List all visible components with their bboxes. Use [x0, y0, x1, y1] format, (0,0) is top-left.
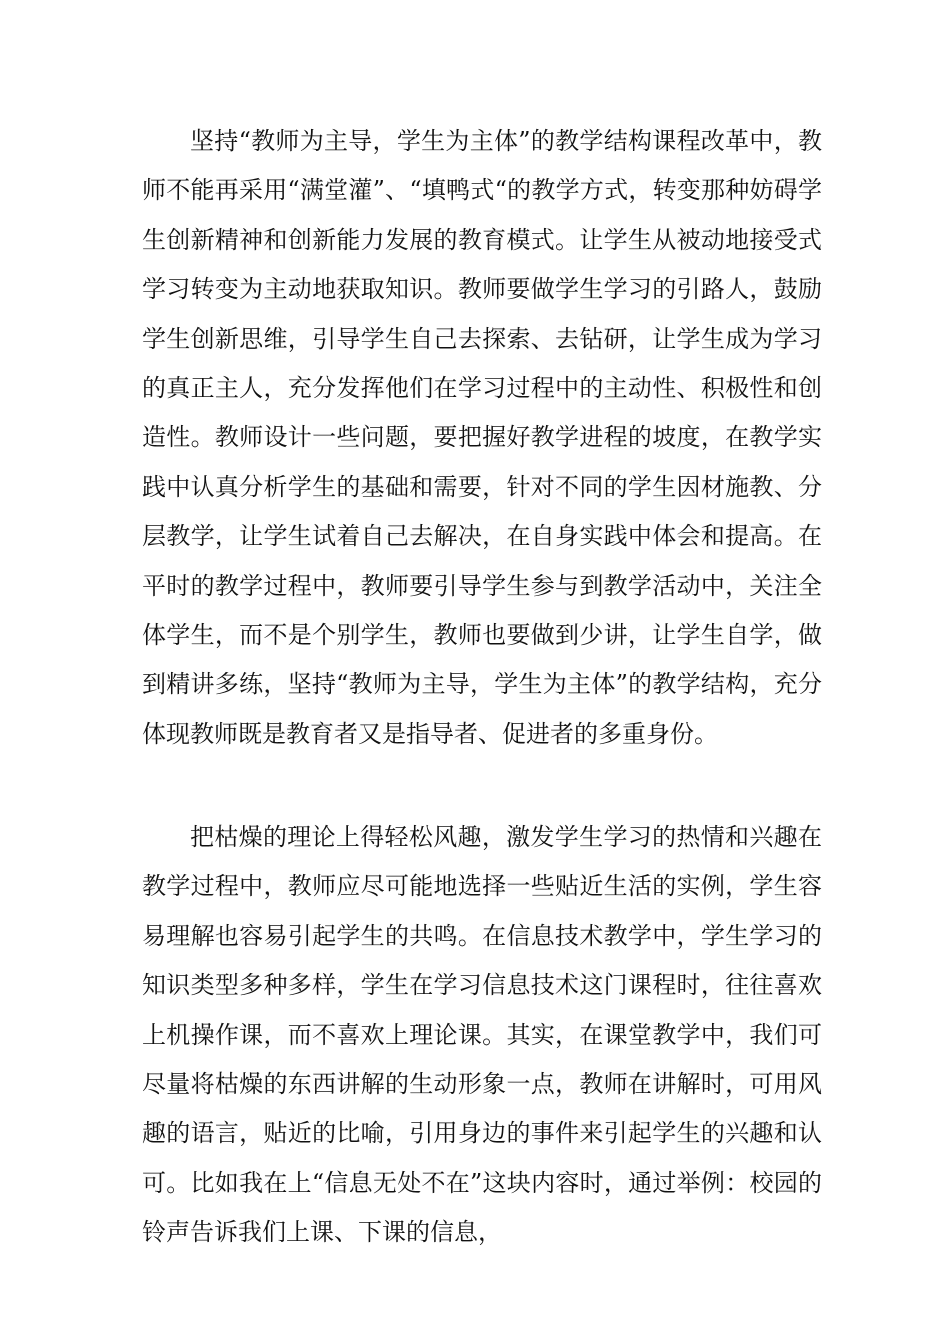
body-paragraph-1: 坚持“教师为主导，学生为主体”的教学结构课程改革中，教师不能再采用“满堂灌”、“填鸭式“的教学方式，转变那种妨碍学生创新精神和创新能力发展的教育模式。让学生从被动地接受式学习转变为主动地获取知识。教师要做学生学习的引路人，鼓励学生创新思维，引导学生自己去探索、去钻研，让学生成为学习的真正主人，充分发挥他们在学习过程中的主动性、积极性和创造性。教师设计一些问题，要把握好教学进程的坡度，在教学实践中认真分析学生的基础和需要，针对不同的学生因材施教、分层教学，让学生试着自己去解决，在自身实践中体会和提高。在平时的教学过程中，教师要引导学生参与到教学活动中，关注全体学生，而不是个别学生，教师也要做到少讲，让学生自学，做到精讲多练，坚持“教师为主导，学生为主体”的教学结构，充分体现教师既是教育者又是指导者、促进者的多重身份。 [142, 127, 822, 748]
body-paragraph-2: 把枯燥的理论上得轻松风趣，激发学生学习的热情和兴趣在教学过程中，教师应尽可能地选择一些贴近生活的实例，学生容易理解也容易引起学生的共鸣。在信息技术教学中，学生学习的知识类型多种多样，学生在学习信息技术这门课程时，往往喜欢上机操作课，而不喜欢上理论课。其实，在课堂教学中，我们可尽量将枯燥的东西讲解的生动形象一点，教师在讲解时，可用风趣的语言，贴近的比喻，引用身边的事件来引起学生的兴趣和认可。比如我在上“信息无处不在”这块内容时，通过举例：校园的铃声告诉我们上课、下课的信息， [142, 823, 822, 1247]
